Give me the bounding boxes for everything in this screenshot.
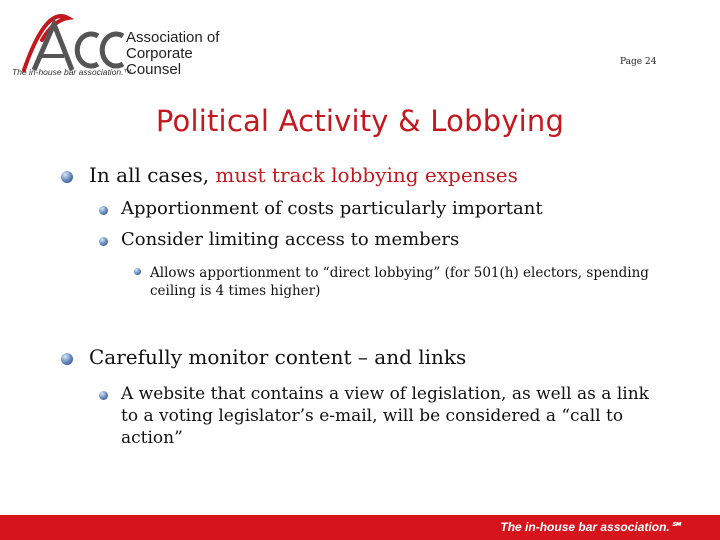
bullet-level2-access: Consider limiting access to members [121,229,460,250]
slide-title: Political Activity & Lobbying [155,104,565,138]
bullet-level2-website: A website that contains a view of legislation, as well as a link to a voting legislator’s e-mail, will be considered a “call to action” [121,384,649,448]
bullet-level1-monitor: Carefully monitor content – and links [89,345,467,369]
footer-tagline: The in-house bar association.℠ [500,520,682,534]
bullet-highlight: must track lobbying expenses [215,163,518,187]
bullet-icon [61,353,73,365]
bullet-level3-detail: Allows apportionment to “direct lobbying” (for 501(h) electors, spending ceiling is 4 times higher) [150,265,649,299]
bullet-icon [134,268,141,275]
acc-logo [10,8,250,80]
bullet-text: In all cases, [89,163,216,187]
bullet-icon [99,391,108,400]
bullet-level1-tracking [89,163,518,187]
logo-org-name: Association of Corporate Counsel [126,29,220,78]
bullet-icon [61,171,73,183]
footer-bar [0,515,720,540]
logo-tagline: The in-house bar association.™ [12,67,133,77]
bullet-icon [99,237,108,246]
bullet-icon [99,206,108,215]
acc-logo-mark [16,12,126,72]
bullet-level2-apportionment: Apportionment of costs particularly important [121,198,543,219]
page-number: Page 24 [620,57,657,67]
